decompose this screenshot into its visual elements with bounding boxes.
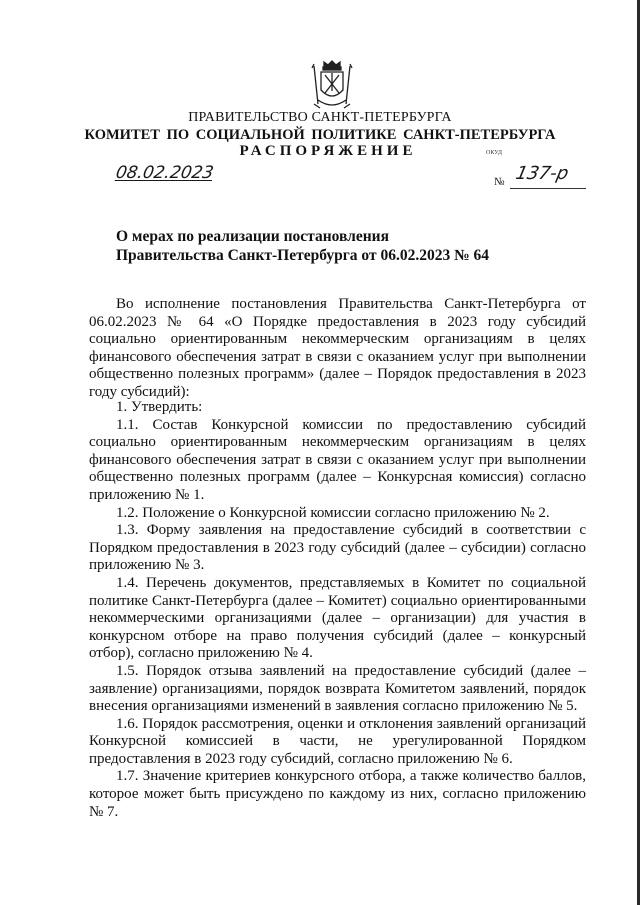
number-underline <box>510 188 586 189</box>
clauses-section <box>89 399 586 821</box>
document-subject <box>116 227 489 265</box>
clause-1-1: 1.1. Состав Конкурсной комиссии по предоставлению субсидий социально ориентированным некоммерческим организациям в целях финансового обеспечения затрат в связи с оказанием услуг при выполнении общественно полезных программ (далее – Конкурсная комиссия) согласно приложению № 1. <box>89 416 586 503</box>
government-title: ПРАВИТЕЛЬСТВО САНКТ-ПЕТЕРБУРГА <box>188 110 452 125</box>
clause-1-3: 1.3. Форму заявления на предоставление субсидий в соответствии с Порядком предоставления в 2023 году субсидий (далее – субсидии) согласно приложению № 3. <box>89 522 586 574</box>
clause-1: 1. Утвердить: <box>116 399 203 415</box>
number-label: № <box>494 176 505 188</box>
clause-1-2: 1.2. Положение о Конкурсной комиссии согласно приложению № 2. <box>116 504 550 521</box>
clause-1-4: 1.4. Перечень документов, представляемых в Комитет по социальной политике Санкт-Петербурга (далее – Комитет) социально ориентированными некоммерческими организациями (далее – организации) для участия в конкурсном отборе на право получения субсидий (далее – конкурсный отбор), согласно приложению № 4. <box>89 574 586 662</box>
clause-1-5: 1.5. Порядок отзыва заявлений на предоставление субсидий (далее – заявление) организациями, порядок возврата Комитетом заявлений, порядок внесения организациями изменений в заявления согласно приложению № 5. <box>89 662 586 715</box>
intro-paragraph: Во исполнение постановления Правительства Санкт-Петербурга от 06.02.2023 № 64 «О Порядке предоставления в 2023 году субсидий социально ориентированным некоммерческим организациям в целях финансового обеспечения затрат в связи с оказанием услуг при выполнении общественно полезных программ» (далее – Порядок предоставления в 2023 году субсидий): <box>89 296 586 400</box>
document-type: РАСПОРЯЖЕНИЕ <box>239 143 417 159</box>
document-date: 08.02.2023 <box>114 163 216 183</box>
clause-1-7: 1.7. Значение критериев конкурсного отбора, а также количество баллов, которое может быть присуждено по каждому из них, согласно приложению № 7. <box>89 768 586 820</box>
okud-label: ОКУД <box>486 150 502 156</box>
intro-section <box>89 296 586 402</box>
subject-line-1: О мерах по реализации постановления <box>116 228 389 245</box>
coat-of-arms-icon <box>308 60 356 112</box>
document-number: 137-р <box>513 163 571 184</box>
clause-1-6: 1.6. Порядок рассмотрения, оценки и отклонения заявлений организаций Конкурсной комиссией в части, не урегулированной Порядком предоставления в 2023 году субсидий, согласно приложению № 6. <box>89 715 586 767</box>
subject-line-2: Правительства Санкт-Петербурга от 06.02.2023 № 64 <box>116 247 490 264</box>
committee-title: КОМИТЕТ ПО СОЦИАЛЬНОЙ ПОЛИТИКЕ САНКТ-ПЕТЕРБУРГА <box>84 127 556 143</box>
